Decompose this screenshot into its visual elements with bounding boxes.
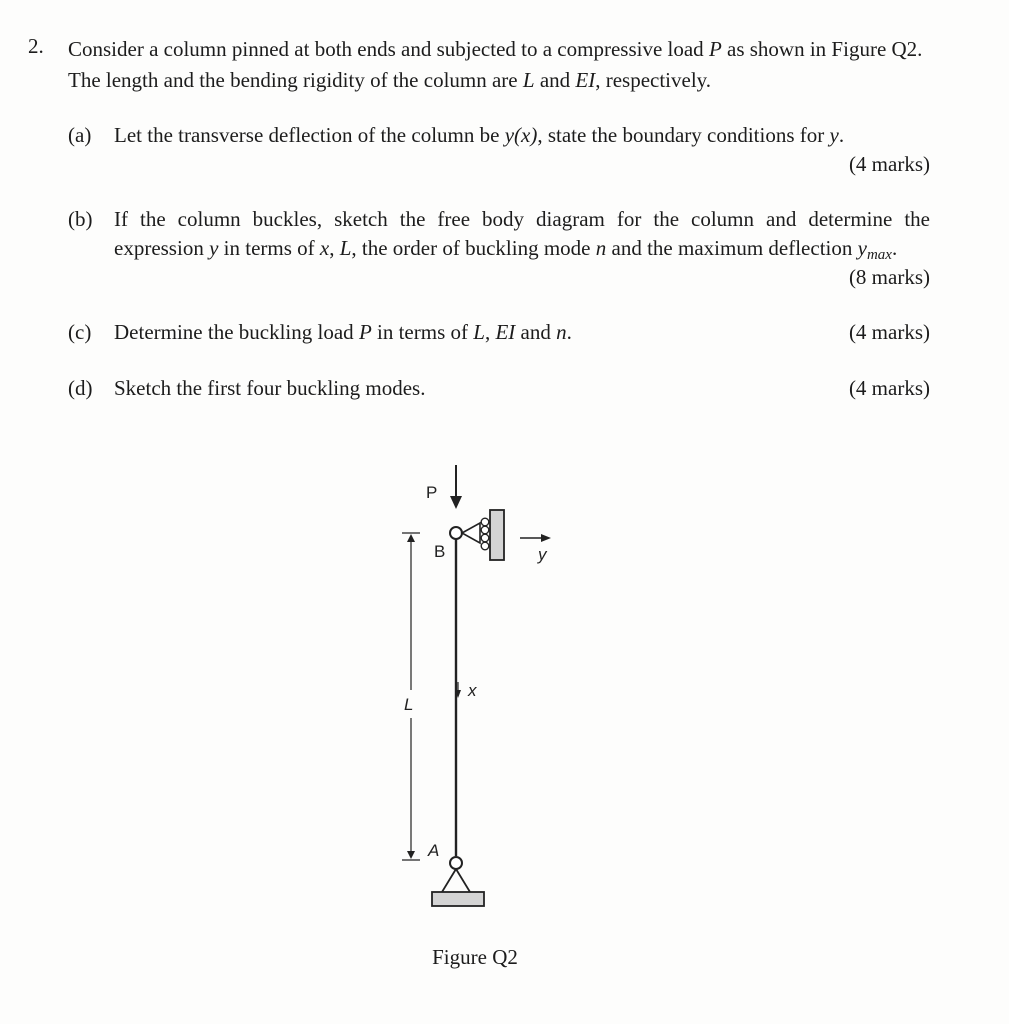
math-var: EI (495, 320, 516, 344)
top-support-wall (490, 510, 504, 560)
math-var: n (556, 320, 567, 344)
math-var: y(x) (504, 123, 538, 147)
top-pin (450, 527, 462, 539)
marks-label: (4 marks) (848, 376, 930, 400)
text-run: . (891, 236, 898, 260)
text-run: and the maximum deflection (606, 236, 858, 260)
roller (481, 518, 489, 526)
text-run: and (515, 320, 557, 344)
part-d (68, 374, 930, 404)
text-run: Sketch the first four buckling modes. (114, 376, 426, 400)
text-run: . (838, 123, 845, 147)
figure-caption: Figure Q2 (432, 945, 518, 969)
part-c (68, 318, 930, 348)
y-axis-arrowhead (541, 534, 551, 542)
math-var: L (473, 320, 485, 344)
bottom-support-legs (442, 869, 470, 892)
text-run: . (566, 320, 572, 344)
text-run: in terms of (371, 320, 474, 344)
math-var: P (358, 320, 372, 344)
text-run: , the order of buckling mode (351, 236, 596, 260)
x-axis-label: x (468, 681, 477, 700)
part-text (114, 205, 930, 270)
part-label: (b) (68, 207, 93, 231)
intro-text: Consider a column pinned at both ends and subjected to a compressive load (68, 37, 709, 61)
column-diagram (380, 460, 620, 930)
length-label: L (404, 695, 414, 714)
intro-var-l: L (522, 68, 535, 92)
part-text (114, 374, 930, 403)
bottom-end-label: A (428, 841, 440, 860)
bottom-pin (450, 857, 462, 869)
math-var: n (595, 236, 607, 260)
text-run: Determine the buckling load (114, 320, 359, 344)
part-label: (c) (68, 320, 92, 344)
part-label: (a) (68, 123, 92, 147)
math-var: L (339, 236, 352, 260)
roller (481, 542, 489, 550)
roller (481, 534, 489, 542)
text-run: , state the boundary conditions for (537, 123, 830, 147)
intro-text: and (534, 68, 576, 92)
part-text (114, 318, 930, 347)
marks-label: (4 marks) (848, 320, 930, 344)
bottom-support-base (432, 892, 484, 906)
text-run: Let the transverse deflection of the column be (114, 123, 505, 147)
math-var: y (829, 123, 839, 147)
text-run: in terms of (218, 236, 320, 260)
text-run: If the column buckles, sketch the free body diagram for the column and determine the expression (114, 207, 930, 260)
marks-label: (8 marks) (848, 265, 930, 289)
math-var: y (209, 236, 219, 260)
part-b (68, 205, 930, 292)
text-run: , (484, 320, 496, 344)
text-run: , (329, 236, 340, 260)
roller (481, 526, 489, 534)
top-end-label: B (434, 542, 446, 561)
math-var: y (857, 236, 867, 260)
part-label: (d) (68, 376, 93, 400)
math-var: x (319, 236, 330, 260)
figure-q2 (380, 460, 620, 930)
question-intro (68, 34, 938, 96)
part-a (68, 121, 930, 179)
marks-label: (4 marks) (848, 152, 930, 176)
dimension-arrow-up (407, 534, 415, 542)
intro-var-ei: EI (575, 68, 596, 92)
load-label: P (426, 483, 438, 502)
intro-text: as shown in Figure Q2. The length and the bending rigidity of the column are (68, 37, 923, 92)
part-text (114, 121, 930, 150)
math-subscript: max (866, 247, 892, 263)
intro-var-p: P (708, 37, 722, 61)
dimension-arrow-down (407, 851, 415, 859)
load-arrowhead (450, 496, 462, 509)
question-number: 2. (28, 34, 44, 58)
intro-text: , respectively. (595, 68, 712, 92)
y-axis-label: y (538, 545, 547, 564)
roller-wedge (462, 523, 480, 543)
